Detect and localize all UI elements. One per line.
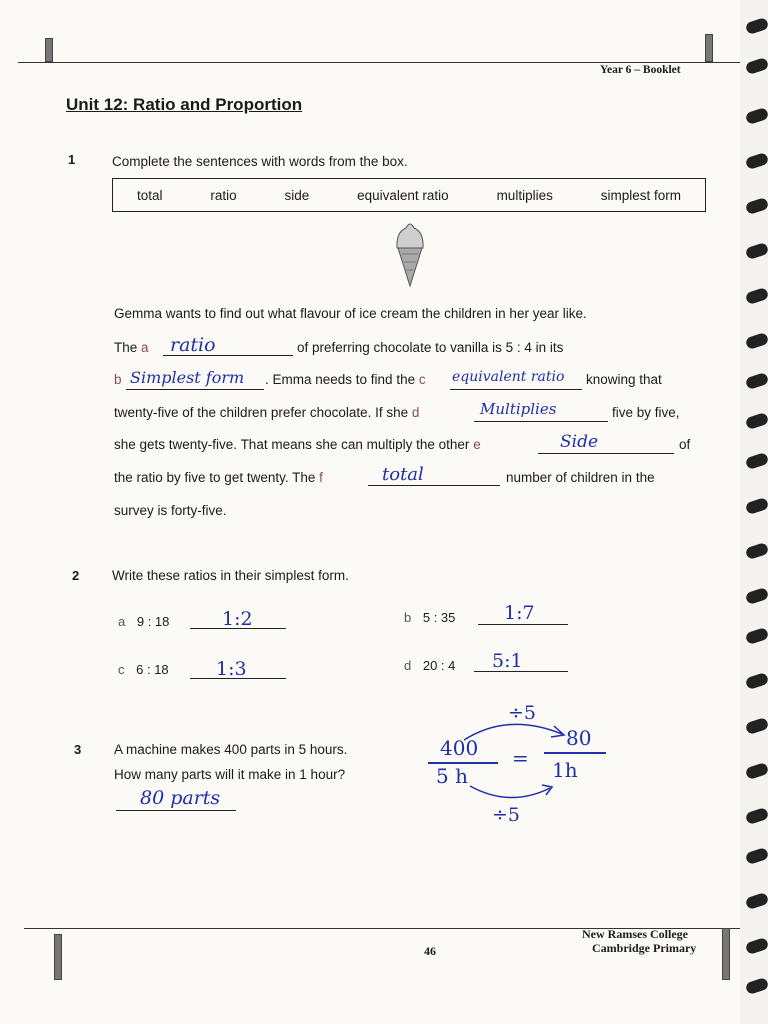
booklet-label: Year 6 – Booklet bbox=[600, 64, 681, 76]
work-num-1: 400 bbox=[440, 736, 479, 760]
q1-line-5-end: of bbox=[679, 437, 691, 452]
work-bottom-op: ÷5 bbox=[492, 804, 521, 826]
header-tab-right bbox=[705, 34, 713, 62]
q2-answer-a: 1:2 bbox=[222, 608, 253, 630]
q2-answer-b: 1:7 bbox=[504, 602, 535, 624]
question-3-line-1: A machine makes 400 parts in 5 hours. bbox=[114, 742, 348, 757]
q2-item-c: c 6 : 18 bbox=[118, 662, 169, 677]
header-tab-left bbox=[45, 38, 53, 62]
word-box bbox=[112, 178, 706, 212]
question-1-number: 1 bbox=[68, 152, 76, 167]
blank-d[interactable] bbox=[474, 421, 608, 422]
work-arrow-bottom-icon bbox=[466, 782, 566, 806]
work-fraction-bar-2 bbox=[544, 752, 606, 754]
q3-answer: 80 parts bbox=[140, 787, 221, 809]
question-2-instruction: Write these ratios in their simplest form. bbox=[112, 568, 349, 583]
work-equals: = bbox=[512, 746, 529, 770]
answer-e: Side bbox=[560, 432, 599, 452]
q1-line-7: survey is forty-five. bbox=[114, 503, 227, 518]
q2-answer-c: 1:3 bbox=[216, 658, 247, 680]
answer-c: equivalent ratio bbox=[452, 369, 565, 385]
work-den-2: 1h bbox=[552, 758, 578, 782]
blank-f[interactable] bbox=[368, 485, 500, 486]
q2-answer-d: 5:1 bbox=[492, 650, 523, 672]
work-den-1: 5 h bbox=[436, 764, 468, 788]
q2-item-a: a 9 : 18 bbox=[118, 614, 170, 629]
q2-blank-b[interactable] bbox=[478, 624, 568, 625]
footer-tab-right bbox=[722, 928, 730, 980]
word-simplest-form: simplest form bbox=[600, 187, 681, 203]
question-1-instruction: Complete the sentences with words from the box. bbox=[112, 154, 408, 169]
q2-item-d: d 20 : 4 bbox=[404, 658, 456, 673]
word-ratio: ratio bbox=[210, 187, 237, 203]
question-3-line-2: How many parts will it make in 1 hour? bbox=[114, 767, 346, 782]
blank-b[interactable] bbox=[126, 389, 264, 390]
question-2-number: 2 bbox=[72, 568, 80, 583]
q1-line-5: she gets twenty-five. That means she can multiply the other e bbox=[114, 437, 481, 452]
word-side: side bbox=[284, 187, 310, 203]
ice-cream-icon bbox=[392, 218, 428, 288]
word-equivalent-ratio: equivalent ratio bbox=[357, 187, 449, 203]
q1-line-6: the ratio by five to get twenty. The f bbox=[114, 470, 323, 485]
answer-d: Multiplies bbox=[480, 400, 557, 418]
answer-b: Simplest form bbox=[130, 368, 245, 387]
word-multiplies: multiplies bbox=[496, 187, 553, 203]
answer-f: total bbox=[382, 464, 424, 485]
footer-tab-left bbox=[54, 934, 62, 980]
work-arrow-top-icon bbox=[458, 716, 578, 746]
q1-line-4: twenty-five of the children prefer chocolate. If she d bbox=[114, 405, 420, 420]
q1-line-3-end: knowing that bbox=[586, 372, 662, 387]
answer-a: ratio bbox=[170, 334, 216, 356]
q1-line-4-end: five by five, bbox=[612, 405, 680, 420]
work-num-2: 80 bbox=[566, 726, 592, 750]
question-3-number: 3 bbox=[74, 742, 82, 757]
blank-e[interactable] bbox=[538, 453, 674, 454]
q1-line-3-mid: . Emma needs to find the c bbox=[265, 372, 426, 387]
q1-line-2: The a bbox=[114, 340, 149, 355]
blank-c[interactable] bbox=[450, 389, 582, 390]
q1-line-1: Gemma wants to find out what flavour of ice cream the children in her year like. bbox=[114, 306, 587, 321]
page-title: Unit 12: Ratio and Proportion bbox=[66, 95, 303, 114]
page-number: 46 bbox=[424, 944, 436, 958]
work-top-op: ÷5 bbox=[508, 702, 537, 724]
word-total: total bbox=[136, 187, 163, 203]
header-rule bbox=[18, 62, 740, 63]
q1-line-6-end: number of children in the bbox=[506, 470, 655, 485]
q3-answer-line[interactable] bbox=[116, 810, 236, 811]
q1-line-2-end: of preferring chocolate to vanilla is 5 : 4 in its bbox=[297, 340, 564, 355]
q2-item-b: b 5 : 35 bbox=[404, 610, 456, 625]
school-program: Cambridge Primary bbox=[592, 941, 697, 955]
q1-line-3-letter: b bbox=[114, 372, 122, 387]
school-name: New Ramses College bbox=[582, 927, 688, 941]
